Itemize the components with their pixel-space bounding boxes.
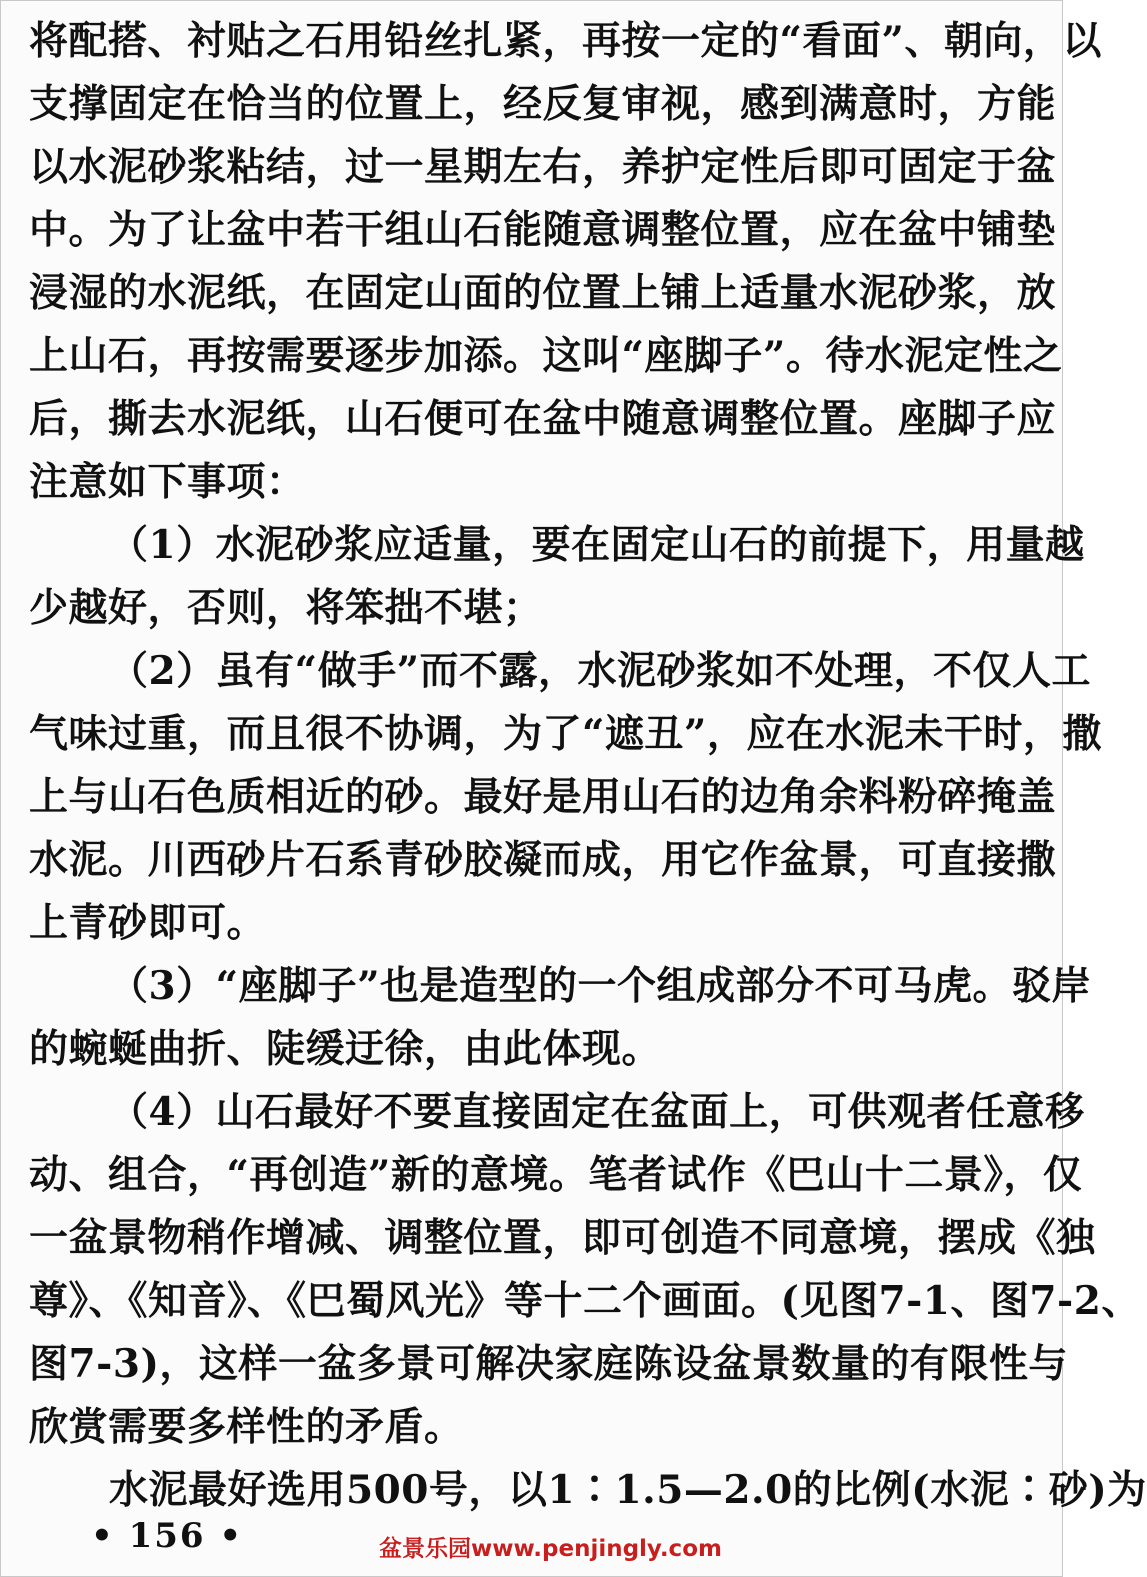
text-line: 的蜿蜒曲折、陡缓迂徐，由此体现。 [29, 1026, 662, 1072]
text-line: 气味过重，而且很不协调，为了“遮丑”，应在水泥未干时，撒 [29, 711, 1102, 757]
text-line: 上与山石色质相近的砂。最好是用山石的边角余料粉碎掩盖 [29, 774, 1057, 820]
text-line: 尊》、《知音》、《巴蜀风光》等十二个画面。(见图7-1、图7-2、 [29, 1278, 1141, 1324]
text-line: 上青砂即可。 [29, 900, 267, 946]
text-line: 浸湿的水泥纸，在固定山面的位置上铺上适量水泥砂浆，放 [29, 270, 1057, 316]
text-line: 将配搭、衬贴之石用铅丝扎紧，再按一定的“看面”、朝向，以 [29, 18, 1102, 64]
text-line: 图7-3)，这样一盆多景可解决家庭陈设盆景数量的有限性与 [29, 1341, 1068, 1387]
text-line: 欣赏需要多样性的矛盾。 [29, 1404, 464, 1450]
text-line: 水泥。川西砂片石系青砂胶凝而成，用它作盆景，可直接撒 [29, 837, 1057, 883]
text-line: （2）虽有“做手”而不露，水泥砂浆如不处理，不仅人工 [109, 648, 1092, 694]
watermark: 盆景乐园www.penjingly.com [379, 1536, 722, 1562]
text-line: 支撑固定在恰当的位置上，经反复审视，感到满意时，方能 [29, 81, 1057, 127]
text-line: 少越好，否则，将笨拙不堪； [29, 585, 543, 631]
page-number: • 156 • [91, 1516, 244, 1556]
text-line: 注意如下事项： [29, 459, 306, 505]
text-line: （3）“座脚子”也是造型的一个组成部分不可马虎。驳岸 [109, 963, 1092, 1009]
text-line: 上山石，再按需要逐步加添。这叫“座脚子”。待水泥定性之 [29, 333, 1063, 379]
text-line: （1）水泥砂浆应适量，要在固定山石的前提下，用量越 [109, 522, 1085, 568]
text-line: 动、组合，“再创造”新的意境。笔者试作《巴山十二景》，仅 [29, 1152, 1083, 1198]
text-line: 一盆景物稍作增减、调整位置，即可创造不同意境，摆成《独 [29, 1215, 1096, 1261]
text-line: （4）山石最好不要直接固定在盆面上，可供观者任意移 [109, 1089, 1085, 1135]
text-line: 水泥最好选用500号，以1∶1.5—2.0的比例(水泥∶砂)为 [109, 1467, 1147, 1513]
text-line: 以水泥砂浆粘结，过一星期左右，养护定性后即可固定于盆 [29, 144, 1057, 190]
text-line: 后，撕去水泥纸，山石便可在盆中随意调整位置。座脚子应 [29, 396, 1057, 442]
text-line: 中。为了让盆中若干组山石能随意调整位置，应在盆中铺垫 [29, 207, 1057, 253]
